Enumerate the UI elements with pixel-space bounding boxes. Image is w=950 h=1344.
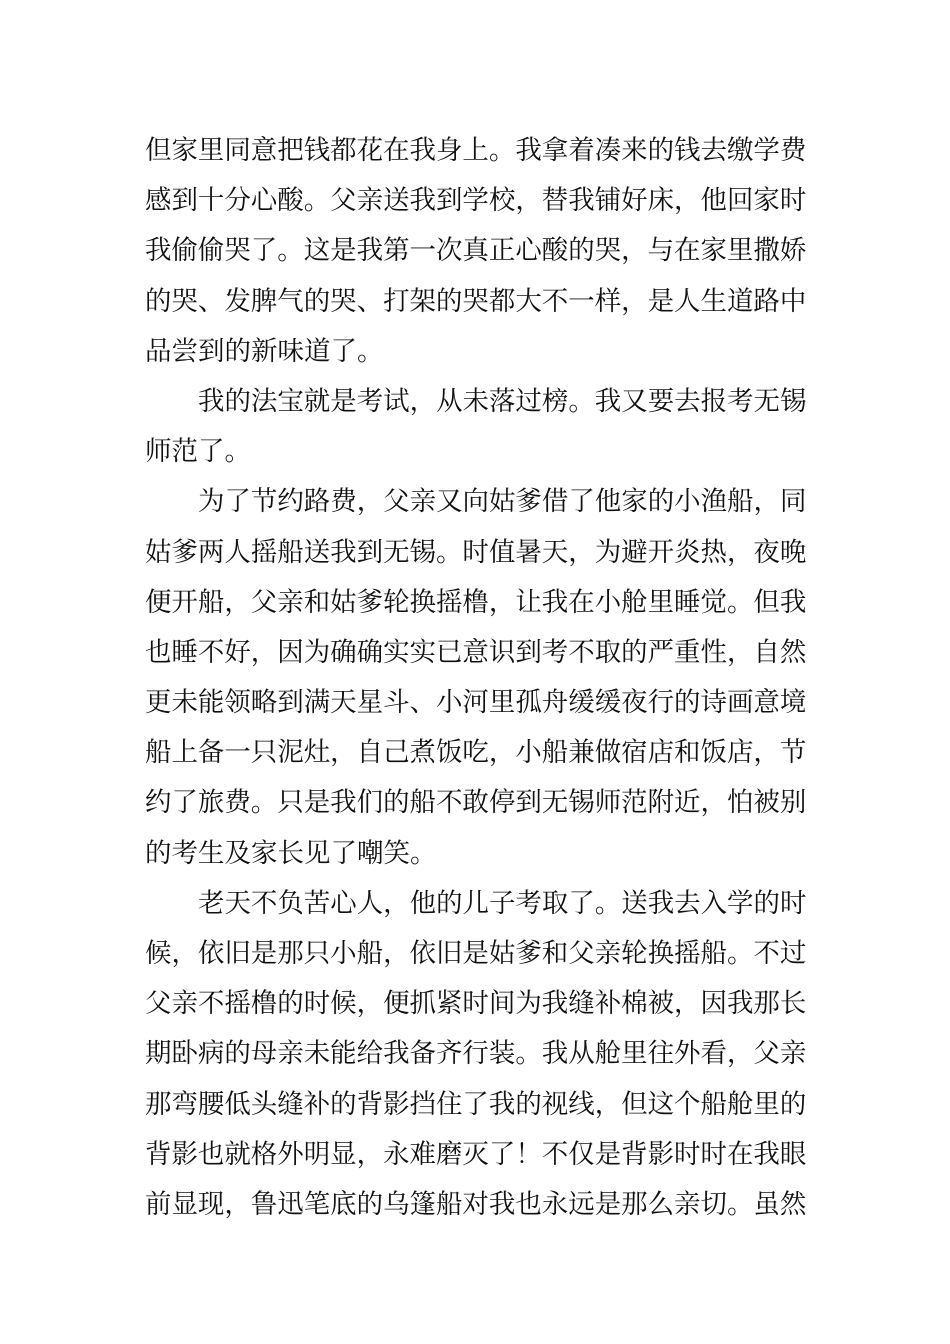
text-line: 背影也就格外明显，永难磨灭了！不仅是背影时时在我眼 — [145, 1138, 807, 1170]
text-line: 的考生及家长见了嘲笑。 — [145, 837, 437, 869]
text-line: 更未能领略到满天星斗、小河里孤舟缓缓夜行的诗画意境 — [145, 687, 807, 719]
text-line: 那弯腰低头缝补的背影挡住了我的视线，但这个船舱里的 — [145, 1088, 807, 1120]
body-text — [145, 126, 807, 1230]
text-line: 品尝到的新味道了。 — [145, 335, 384, 367]
text-line: 我的法宝就是考试，从未落过榜。我又要去报考无锡 — [198, 385, 807, 417]
text-line: 也睡不好，因为确确实实已意识到考不取的严重性，自然 — [145, 636, 807, 668]
text-line: 我偷偷哭了。这是我第一次真正心酸的哭，与在家里撒娇 — [145, 235, 807, 267]
text-line: 的哭、发脾气的哭、打架的哭都大不一样，是人生道路中 — [145, 285, 807, 317]
text-line: 候，依旧是那只小船，依旧是姑爹和父亲轮换摇船。不过 — [145, 938, 807, 969]
text-line: 父亲不摇橹的时候，便抓紧时间为我缝补棉被，因我那长 — [145, 988, 807, 1020]
text-line: 约了旅费。只是我们的船不敢停到无锡师范附近，怕被别 — [145, 787, 807, 819]
text-line: 船上备一只泥灶，自己煮饭吃，小船兼做宿店和饭店，节 — [145, 737, 807, 769]
text-line: 期卧病的母亲未能给我备齐行装。我从舱里往外看，父亲 — [145, 1038, 807, 1070]
text-line: 师范了。 — [145, 436, 251, 468]
text-line: 姑爹两人摇船送我到无锡。时值暑天，为避开炎热，夜晚 — [145, 536, 807, 568]
text-line: 老天不负苦心人，他的儿子考取了。送我去入学的时 — [198, 887, 807, 919]
text-line: 感到十分心酸。父亲送我到学校，替我铺好床，他回家时 — [145, 185, 807, 217]
text-line: 前显现，鲁迅笔底的乌篷船对我也永远是那么亲切。虽然 — [145, 1188, 807, 1220]
text-line: 为了节约路费，父亲又向姑爹借了他家的小渔船，同 — [198, 486, 807, 518]
text-line: 但家里同意把钱都花在我身上。我拿着凑来的钱去缴学费 — [145, 135, 807, 166]
text-line: 便开船，父亲和姑爹轮换摇橹，让我在小舱里睡觉。但我 — [145, 586, 807, 618]
